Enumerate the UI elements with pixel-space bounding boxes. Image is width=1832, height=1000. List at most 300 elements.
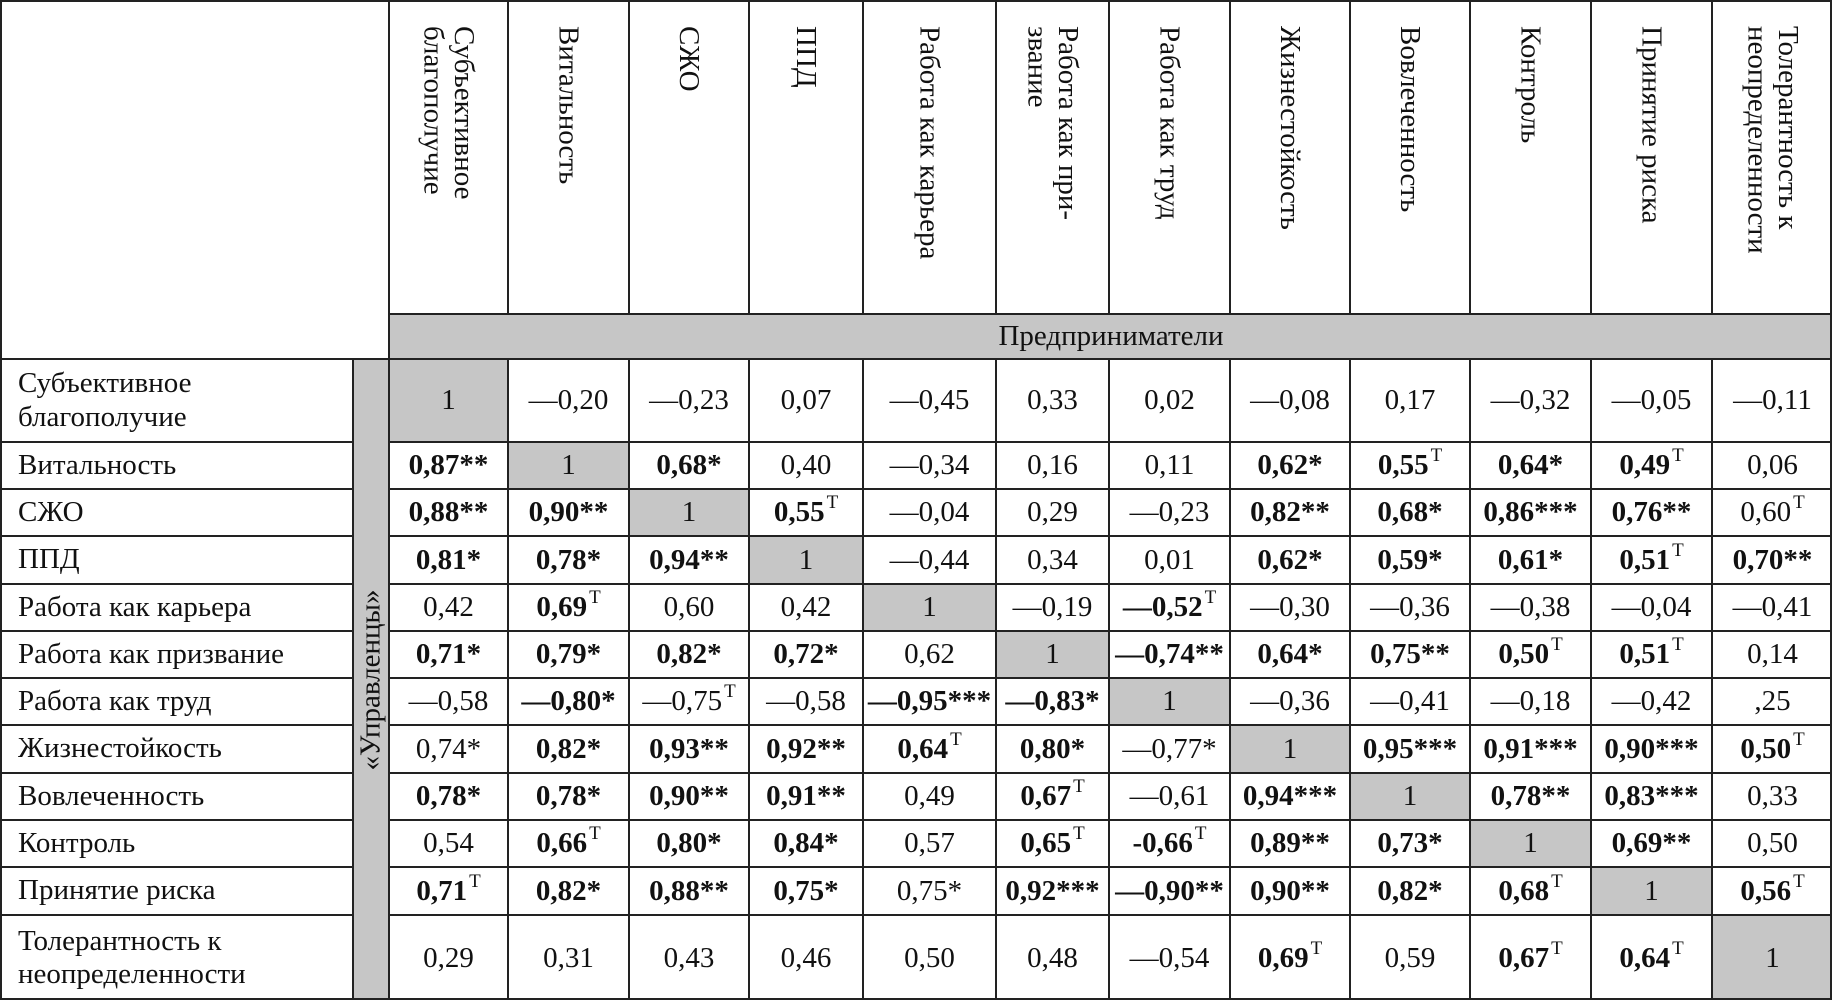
correlation-cell — [1590, 441, 1711, 488]
column-header — [862, 0, 995, 313]
significance-marker: Т — [1551, 870, 1563, 892]
diagonal-cell — [1590, 866, 1711, 914]
correlation-cell — [507, 819, 628, 866]
cell-value: —0,30 — [1250, 591, 1330, 623]
cell-value: 0,33 — [1747, 780, 1798, 812]
cell-value: —0,38 — [1490, 591, 1571, 623]
significance-marker: Т — [826, 492, 839, 513]
row-label: ППД — [0, 535, 352, 583]
cell-value: —0,42 — [1611, 685, 1692, 717]
significance-marker: Т — [1430, 445, 1443, 466]
correlation-cell — [1229, 441, 1349, 488]
column-header — [1349, 0, 1469, 313]
correlation-cell — [507, 772, 628, 819]
cell-value: —0,23 — [1129, 496, 1210, 528]
diagonal-cell — [507, 441, 628, 488]
correlation-cell — [1590, 772, 1711, 819]
cell-value: 0,82* — [1377, 874, 1443, 907]
correlation-cell — [388, 914, 507, 1000]
cell-value: —0,34 — [889, 449, 970, 481]
cell-value: 1 — [1765, 941, 1780, 974]
significance-marker: Т — [1310, 937, 1323, 959]
correlation-cell — [1229, 772, 1349, 819]
cell-value: —0,83* — [1005, 685, 1100, 717]
correlation-cell — [1590, 583, 1711, 630]
correlation-cell — [507, 488, 628, 535]
cell-value: 0,82** — [1250, 496, 1330, 528]
correlation-cell — [1229, 914, 1349, 1000]
correlation-cell — [388, 441, 507, 488]
correlation-cell — [388, 677, 507, 724]
correlation-cell — [628, 535, 748, 583]
significance-marker: Т — [950, 728, 962, 750]
correlation-cell — [1349, 914, 1469, 1000]
row-label: Жизнестойкость — [0, 724, 352, 772]
diagonal-cell — [1108, 677, 1229, 724]
cell-value: 0,16 — [1027, 449, 1078, 481]
correlation-cell — [862, 724, 995, 772]
significance-marker: Т — [1073, 823, 1085, 844]
diagonal-cell — [1469, 819, 1590, 866]
correlation-cell — [1711, 488, 1832, 535]
cell-value: 0,51 — [1619, 543, 1671, 576]
cell-value: 0,48 — [1027, 941, 1078, 974]
cell-value: —0,44 — [889, 543, 970, 576]
cell-value: 0,90** — [649, 780, 729, 812]
column-header-text: СЖО — [673, 26, 706, 92]
cell-value: 0,84* — [773, 827, 839, 859]
correlation-cell — [1711, 630, 1832, 677]
cell-value: 0,62* — [1257, 449, 1323, 481]
significance-marker: Т — [469, 870, 481, 892]
correlation-cell — [995, 914, 1108, 1000]
cell-value: —0,54 — [1129, 941, 1210, 974]
cell-value: 0,31 — [543, 941, 594, 974]
cell-value: 0,49 — [904, 780, 955, 812]
correlation-cell — [388, 866, 507, 914]
correlation-cell — [1590, 914, 1711, 1000]
cell-value: 0,64 — [1619, 941, 1671, 974]
correlation-cell — [1469, 724, 1590, 772]
cell-value: 0,61* — [1497, 543, 1564, 576]
row-label: Принятие риска — [0, 866, 352, 914]
column-header-text: Работа как труд — [1153, 26, 1186, 220]
cell-value: —0,04 — [1611, 591, 1692, 623]
cell-value: 0,34 — [1027, 543, 1078, 576]
column-header-text: Вовлеченность — [1394, 26, 1427, 213]
cell-value: —0,05 — [1611, 384, 1692, 416]
cell-value: —0,23 — [649, 384, 729, 416]
cell-value: 0,74* — [415, 732, 482, 765]
cell-value: 0,93** — [649, 732, 729, 765]
correlation-cell — [862, 488, 995, 535]
cell-value: 0,95*** — [1362, 732, 1458, 765]
correlation-cell — [862, 914, 995, 1000]
significance-marker: Т — [1194, 823, 1207, 844]
correlation-cell — [1349, 358, 1469, 441]
cell-value: 0,55 — [773, 496, 825, 528]
cell-value: 0,78* — [415, 780, 482, 812]
cell-value: —0,11 — [1733, 384, 1812, 416]
cell-value: —0,80* — [521, 685, 616, 717]
correlation-cell — [1108, 819, 1229, 866]
correlation-cell — [1108, 914, 1229, 1000]
column-header — [995, 0, 1108, 313]
cell-value: —0,90** — [1115, 874, 1224, 907]
cell-value: 0,67 — [1020, 780, 1072, 812]
column-header-text: Субъективное благополучие — [417, 26, 480, 200]
correlation-cell — [1108, 866, 1229, 914]
correlation-cell — [995, 488, 1108, 535]
cell-value: 0,78* — [535, 543, 602, 576]
correlation-cell — [995, 866, 1108, 914]
cell-value: 0,69 — [1257, 941, 1309, 974]
correlation-cell — [628, 583, 748, 630]
column-header-text: Витальность — [552, 26, 585, 185]
correlation-cell — [1469, 441, 1590, 488]
correlation-cell — [1469, 535, 1590, 583]
cell-value: 0,50 — [1740, 732, 1792, 765]
cell-value: 0,94*** — [1242, 780, 1338, 812]
cell-value: 0,87** — [408, 449, 489, 481]
cell-value: 0,50 — [1747, 827, 1798, 859]
corner-cell — [0, 0, 388, 358]
cell-value: 0,59* — [1377, 543, 1443, 576]
correlation-cell — [748, 630, 862, 677]
significance-marker: Т — [724, 681, 736, 702]
cell-value: 0,68* — [1377, 496, 1443, 528]
correlation-cell — [1108, 772, 1229, 819]
cell-value: 0,86*** — [1483, 496, 1578, 528]
correlation-cell — [862, 358, 995, 441]
cell-value: 0,88** — [408, 496, 489, 528]
cell-value: 0,59 — [1384, 941, 1436, 974]
significance-marker: Т — [1073, 776, 1085, 797]
cell-value: 0,62 — [904, 638, 955, 670]
cell-value: 0,50 — [904, 941, 955, 974]
correlation-cell — [507, 724, 628, 772]
cell-value: 0,90** — [528, 496, 609, 528]
correlation-cell — [507, 535, 628, 583]
row-label: Субъективное благополучие — [0, 358, 352, 441]
correlation-cell — [995, 724, 1108, 772]
correlation-cell — [995, 819, 1108, 866]
correlation-cell — [388, 724, 507, 772]
cell-value: —0,75 — [642, 685, 723, 717]
significance-marker: Т — [1793, 492, 1805, 513]
correlation-cell — [507, 914, 628, 1000]
cell-value: 0,06 — [1747, 449, 1798, 481]
cell-value: 1 — [1162, 685, 1177, 717]
cell-value: —0,58 — [408, 685, 489, 717]
row-label: СЖО — [0, 488, 352, 535]
correlation-cell — [1349, 866, 1469, 914]
cell-value: 0,90*** — [1604, 732, 1699, 765]
cell-value: 0,64* — [1257, 638, 1323, 670]
diagonal-cell — [862, 583, 995, 630]
cell-value: 0,43 — [663, 941, 715, 974]
cell-value: 0,42 — [780, 591, 832, 623]
cell-value: 0,79* — [535, 638, 602, 670]
cell-value: 0,78** — [1490, 780, 1571, 812]
correlation-cell — [628, 630, 748, 677]
correlation-cell — [748, 677, 862, 724]
correlation-cell — [862, 630, 995, 677]
correlation-cell — [628, 441, 748, 488]
cell-value: 0,55 — [1377, 449, 1429, 481]
column-header — [1108, 0, 1229, 313]
correlation-cell — [628, 358, 748, 441]
correlation-cell — [1108, 535, 1229, 583]
correlation-cell — [1711, 583, 1832, 630]
cell-value: 0,75* — [896, 874, 963, 907]
correlation-cell — [862, 819, 995, 866]
cell-value: 0,46 — [780, 941, 832, 974]
correlation-cell — [1349, 488, 1469, 535]
cell-value: 0,82* — [656, 638, 722, 670]
cell-value: 0,68* — [656, 449, 722, 481]
cell-value: -0,66 — [1132, 827, 1193, 859]
cell-value: 0,51 — [1619, 638, 1671, 670]
correlation-cell — [1229, 358, 1349, 441]
cell-value: 0,89** — [1250, 827, 1330, 859]
significance-marker: Т — [1793, 728, 1805, 750]
cell-value: —0,41 — [1732, 591, 1813, 623]
significance-marker: Т — [1672, 445, 1684, 466]
correlation-cell — [1349, 441, 1469, 488]
group-header-entrepreneurs: Предприниматели — [388, 313, 1832, 358]
correlation-cell — [862, 535, 995, 583]
column-header — [388, 0, 507, 313]
correlation-cell — [995, 358, 1108, 441]
cell-value: 0,49 — [1619, 449, 1671, 481]
correlation-cell — [1349, 535, 1469, 583]
correlation-cell — [1349, 583, 1469, 630]
cell-value: 0,72* — [773, 638, 839, 670]
diagonal-cell — [995, 630, 1108, 677]
cell-value: 0,90** — [1250, 874, 1330, 907]
column-header — [1590, 0, 1711, 313]
cell-value: 1 — [441, 384, 456, 416]
correlation-cell — [862, 772, 995, 819]
correlation-cell — [1711, 677, 1832, 724]
cell-value: 0,71 — [416, 874, 468, 907]
column-header-text: Работа как при- звание — [1021, 26, 1084, 221]
cell-value: 1 — [1523, 827, 1538, 859]
cell-value: 0,82* — [535, 732, 602, 765]
cell-value: —0,18 — [1490, 685, 1571, 717]
correlation-cell — [995, 677, 1108, 724]
diagonal-cell — [1229, 724, 1349, 772]
correlation-cell — [628, 772, 748, 819]
correlation-cell — [388, 772, 507, 819]
correlation-cell — [1108, 488, 1229, 535]
cell-value: 0,33 — [1027, 384, 1078, 416]
cell-value: —0,04 — [889, 496, 970, 528]
correlation-cell — [1590, 677, 1711, 724]
cell-value: —0,41 — [1370, 685, 1450, 717]
correlation-cell — [1349, 630, 1469, 677]
column-header-text: ППД — [790, 26, 823, 88]
cell-value: 0,76** — [1611, 496, 1692, 528]
correlation-cell — [1229, 866, 1349, 914]
cell-value: 1 — [1282, 732, 1298, 765]
row-label: Работа как труд — [0, 677, 352, 724]
cell-value: —0,61 — [1129, 780, 1210, 812]
column-header — [1469, 0, 1590, 313]
cell-value: 0,92** — [766, 732, 846, 765]
significance-marker: Т — [589, 823, 601, 844]
cell-value: 0,17 — [1384, 384, 1436, 416]
cell-value: 1 — [798, 543, 814, 576]
cell-value: 0,65 — [1020, 827, 1072, 859]
cell-value: 0,57 — [904, 827, 955, 859]
significance-marker: Т — [1793, 870, 1805, 892]
cell-value: 0,80* — [656, 827, 722, 859]
diagonal-cell — [1711, 914, 1832, 1000]
correlation-cell — [862, 677, 995, 724]
cell-value: —0,58 — [766, 685, 846, 717]
cell-value: 0,01 — [1144, 543, 1195, 576]
significance-marker: Т — [1672, 634, 1684, 655]
correlation-cell — [1711, 724, 1832, 772]
cell-value: 0,94** — [649, 543, 729, 576]
correlation-cell — [995, 441, 1108, 488]
correlation-cell — [1590, 630, 1711, 677]
row-label: Витальность — [0, 441, 352, 488]
diagonal-cell — [388, 358, 507, 441]
correlation-cell — [1229, 488, 1349, 535]
correlation-cell — [1108, 583, 1229, 630]
cell-value: 0,75** — [1370, 638, 1450, 670]
correlation-cell — [862, 441, 995, 488]
cell-value: 1 — [1644, 874, 1659, 907]
correlation-cell — [1469, 488, 1590, 535]
correlation-cell — [1108, 358, 1229, 441]
correlation-cell — [1711, 535, 1832, 583]
diagonal-cell — [1349, 772, 1469, 819]
cell-value: —0,77* — [1122, 732, 1217, 765]
cell-value: ,25 — [1754, 685, 1791, 717]
correlation-cell — [1108, 630, 1229, 677]
cell-value: 0,73* — [1377, 827, 1443, 859]
correlation-cell — [1229, 819, 1349, 866]
correlation-cell — [1349, 724, 1469, 772]
cell-value: 0,50 — [1498, 638, 1550, 670]
cell-value: —0,95*** — [867, 685, 992, 717]
correlation-cell — [748, 441, 862, 488]
cell-value: —0,08 — [1250, 384, 1330, 416]
correlation-cell — [1469, 772, 1590, 819]
cell-value: 0,60 — [1740, 496, 1792, 528]
significance-marker: Т — [1204, 587, 1217, 608]
column-header-text: Толерантность к неопределенности — [1741, 26, 1804, 254]
column-header — [1229, 0, 1349, 313]
correlation-cell — [507, 358, 628, 441]
cell-value: 1 — [922, 591, 937, 623]
correlation-cell — [1590, 819, 1711, 866]
group-header-managers-text: «Управленцы» — [354, 589, 387, 771]
cell-value: 0,29 — [423, 941, 474, 974]
correlation-cell — [628, 819, 748, 866]
cell-value: 0,68 — [1498, 874, 1550, 907]
correlation-cell — [1711, 866, 1832, 914]
correlation-cell — [507, 866, 628, 914]
correlation-cell — [1229, 583, 1349, 630]
correlation-cell — [1711, 819, 1832, 866]
correlation-cell — [507, 630, 628, 677]
cell-value: 0,60 — [663, 591, 715, 623]
correlation-cell — [1229, 535, 1349, 583]
correlation-cell — [628, 866, 748, 914]
correlation-cell — [748, 488, 862, 535]
correlation-cell — [388, 488, 507, 535]
cell-value: 0,07 — [780, 384, 832, 416]
correlation-cell — [995, 583, 1108, 630]
cell-value: 0,88** — [649, 874, 729, 907]
significance-marker: Т — [589, 587, 601, 608]
correlation-cell — [1711, 358, 1832, 441]
cell-value: 0,40 — [780, 449, 832, 481]
column-header-text: Принятие риска — [1635, 26, 1668, 224]
correlation-cell — [1469, 358, 1590, 441]
cell-value: 0,91*** — [1483, 732, 1578, 765]
correlation-cell — [628, 724, 748, 772]
diagonal-cell — [628, 488, 748, 535]
correlation-cell — [1469, 914, 1590, 1000]
cell-value: 0,67 — [1498, 941, 1550, 974]
cell-value: —0,52 — [1122, 591, 1203, 623]
correlation-cell — [995, 535, 1108, 583]
cell-value: —0,36 — [1250, 685, 1330, 717]
cell-value: 0,75* — [773, 874, 839, 907]
column-header-text: Контроль — [1514, 26, 1547, 144]
column-header-text: Жизнестойкость — [1274, 26, 1307, 230]
cell-value: 0,82* — [535, 874, 602, 907]
diagonal-cell — [748, 535, 862, 583]
correlation-cell — [1108, 724, 1229, 772]
cell-value: —0,74** — [1115, 638, 1224, 670]
cell-value: 1 — [681, 496, 697, 528]
correlation-cell — [1711, 441, 1832, 488]
cell-value: 0,78* — [535, 780, 602, 812]
cell-value: —0,45 — [889, 384, 970, 416]
correlation-cell — [1590, 724, 1711, 772]
cell-value: 0,80* — [1019, 732, 1086, 765]
cell-value: 0,66 — [536, 827, 588, 859]
column-header-text: Работа как карьера — [913, 26, 946, 260]
column-header — [507, 0, 628, 313]
column-header — [1711, 0, 1832, 313]
cell-value: 0,42 — [423, 591, 474, 623]
correlation-cell — [388, 535, 507, 583]
cell-value: 0,64* — [1497, 449, 1564, 481]
correlation-cell — [748, 866, 862, 914]
cell-value: 1 — [561, 449, 576, 481]
correlation-cell — [507, 677, 628, 724]
correlation-cell — [388, 583, 507, 630]
correlation-cell — [1469, 866, 1590, 914]
cell-value: 1 — [1402, 780, 1418, 812]
correlation-cell — [628, 914, 748, 1000]
cell-value: 1 — [1045, 638, 1060, 670]
significance-marker: Т — [1672, 539, 1684, 561]
cell-value: 0,69** — [1611, 827, 1692, 859]
correlation-cell — [1349, 819, 1469, 866]
correlation-cell — [628, 677, 748, 724]
significance-marker: Т — [1672, 937, 1684, 959]
correlation-cell — [1229, 677, 1349, 724]
